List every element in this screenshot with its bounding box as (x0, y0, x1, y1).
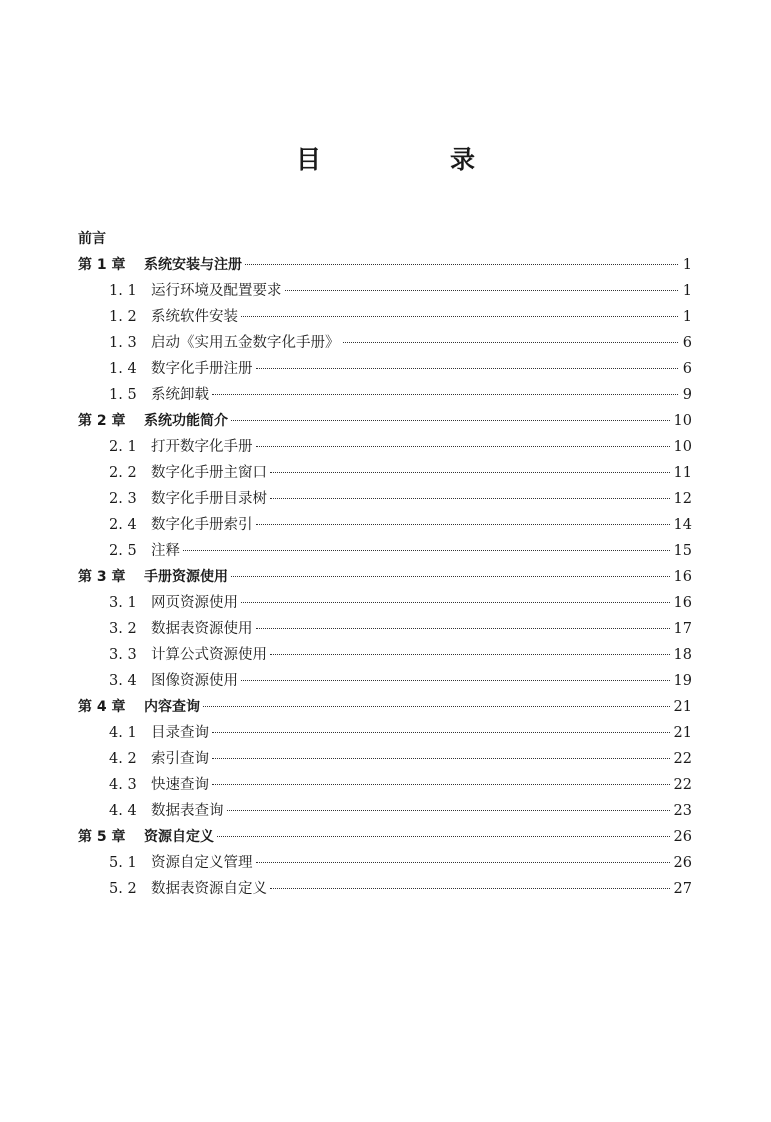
section-title: 注释 (151, 543, 180, 559)
page-number: 1 (682, 309, 692, 325)
section-number: 4. 2 (109, 751, 137, 767)
toc-chapter-entry[interactable] (78, 824, 692, 850)
page-number: 26 (673, 855, 692, 871)
toc-section-entry[interactable] (78, 330, 692, 356)
chapter-number: 第 3 章 (78, 569, 126, 585)
toc-section-entry[interactable] (78, 434, 692, 460)
section-number: 2. 4 (109, 517, 137, 533)
dot-leader (245, 264, 678, 265)
section-title: 数字化手册目录树 (151, 491, 267, 507)
section-title: 计算公式资源使用 (151, 647, 267, 663)
page-number: 15 (673, 543, 692, 559)
page-number: 6 (682, 335, 692, 351)
page-number: 11 (673, 465, 692, 481)
section-title: 快速查询 (151, 777, 209, 793)
toc-section-entry[interactable] (78, 590, 692, 616)
chapter-number: 第 5 章 (78, 829, 126, 845)
toc-section-entry[interactable] (78, 538, 692, 564)
dot-leader (183, 550, 670, 551)
section-number: 1. 4 (109, 361, 137, 377)
toc-chapter-entry[interactable] (78, 564, 692, 590)
dot-leader (212, 784, 670, 785)
section-title: 数据表资源使用 (151, 621, 253, 637)
dot-leader (241, 602, 670, 603)
dot-leader (212, 758, 670, 759)
section-title: 网页资源使用 (151, 595, 238, 611)
section-title: 资源自定义管理 (151, 855, 253, 871)
section-number: 2. 2 (109, 465, 137, 481)
toc-section-entry[interactable] (78, 356, 692, 382)
toc-section-entry[interactable] (78, 486, 692, 512)
section-title: 目录查询 (151, 725, 209, 741)
section-title: 索引查询 (151, 751, 209, 767)
page-number: 21 (673, 699, 692, 715)
toc-section-entry[interactable] (78, 278, 692, 304)
section-title: 打开数字化手册 (151, 439, 253, 455)
toc-chapter-entry[interactable] (78, 408, 692, 434)
page-number: 19 (673, 673, 692, 689)
section-number: 1. 2 (109, 309, 137, 325)
page-number: 1 (682, 283, 692, 299)
section-number: 2. 3 (109, 491, 137, 507)
section-number: 2. 5 (109, 543, 137, 559)
section-number: 4. 3 (109, 777, 137, 793)
toc-section-entry[interactable] (78, 642, 692, 668)
page-number: 1 (682, 257, 692, 273)
dot-leader (256, 368, 679, 369)
toc-section-entry[interactable] (78, 616, 692, 642)
dot-leader (241, 680, 670, 681)
dot-leader (270, 472, 670, 473)
chapter-title: 手册资源使用 (144, 569, 228, 585)
page-title: 目 录 (295, 145, 527, 174)
dot-leader (256, 446, 670, 447)
dot-leader (217, 836, 670, 837)
section-title: 系统软件安装 (151, 309, 238, 325)
section-number: 2. 1 (109, 439, 137, 455)
section-title: 数字化手册索引 (151, 517, 253, 533)
section-number: 5. 1 (109, 855, 137, 871)
section-number: 3. 3 (109, 647, 137, 663)
toc-section-entry[interactable] (78, 746, 692, 772)
dot-leader (343, 342, 679, 343)
page-number: 10 (673, 439, 692, 455)
section-number: 5. 2 (109, 881, 137, 897)
section-number: 1. 1 (109, 283, 137, 299)
toc-section-entry[interactable] (78, 460, 692, 486)
section-title: 系统卸载 (151, 387, 209, 403)
page-number: 27 (673, 881, 692, 897)
section-title: 数字化手册注册 (151, 361, 253, 377)
section-number: 3. 1 (109, 595, 137, 611)
dot-leader (256, 524, 670, 525)
dot-leader (212, 732, 670, 733)
dot-leader (285, 290, 679, 291)
section-title: 图像资源使用 (151, 673, 238, 689)
toc-section-entry[interactable] (78, 304, 692, 330)
section-number: 4. 4 (109, 803, 137, 819)
page-number: 9 (682, 387, 692, 403)
page-number: 12 (673, 491, 692, 507)
toc-section-entry[interactable] (78, 798, 692, 824)
section-number: 3. 2 (109, 621, 137, 637)
section-title: 启动《实用五金数字化手册》 (151, 335, 340, 351)
section-title: 运行环境及配置要求 (151, 283, 282, 299)
toc-section-entry[interactable] (78, 876, 692, 902)
page-number: 22 (673, 777, 692, 793)
page-number: 16 (673, 595, 692, 611)
chapter-title: 内容查询 (144, 699, 200, 715)
chapter-number: 第 2 章 (78, 413, 126, 429)
toc-section-entry[interactable] (78, 850, 692, 876)
section-title: 数字化手册主窗口 (151, 465, 267, 481)
toc-chapter-entry[interactable] (78, 694, 692, 720)
chapter-number: 第 4 章 (78, 699, 126, 715)
section-number: 1. 5 (109, 387, 137, 403)
dot-leader (270, 498, 670, 499)
toc-chapter-entry[interactable] (78, 252, 692, 278)
page-number: 22 (673, 751, 692, 767)
page-number: 10 (673, 413, 692, 429)
preface-entry[interactable]: 前言 (78, 231, 106, 247)
chapter-title: 系统功能简介 (144, 413, 228, 429)
dot-leader (270, 654, 670, 655)
section-number: 3. 4 (109, 673, 137, 689)
page-number: 23 (673, 803, 692, 819)
dot-leader (231, 576, 670, 577)
dot-leader (256, 862, 670, 863)
table-of-contents (78, 226, 692, 902)
page-number: 6 (682, 361, 692, 377)
chapter-title: 系统安装与注册 (144, 257, 242, 273)
toc-section-entry[interactable] (78, 668, 692, 694)
section-title: 数据表资源自定义 (151, 881, 267, 897)
toc-section-entry[interactable] (78, 382, 692, 408)
dot-leader (270, 888, 670, 889)
dot-leader (241, 316, 678, 317)
dot-leader (203, 706, 670, 707)
page-number: 17 (673, 621, 692, 637)
page-number: 18 (673, 647, 692, 663)
chapter-title: 资源自定义 (144, 829, 214, 845)
dot-leader (227, 810, 670, 811)
dot-leader (212, 394, 678, 395)
page-number: 26 (673, 829, 692, 845)
section-number: 1. 3 (109, 335, 137, 351)
page-number: 16 (673, 569, 692, 585)
dot-leader (256, 628, 670, 629)
toc-section-entry[interactable] (78, 512, 692, 538)
page-number: 14 (673, 517, 692, 533)
toc-section-entry[interactable] (78, 720, 692, 746)
section-title: 数据表查询 (151, 803, 224, 819)
page-number: 21 (673, 725, 692, 741)
dot-leader (231, 420, 670, 421)
toc-section-entry[interactable] (78, 772, 692, 798)
section-number: 4. 1 (109, 725, 137, 741)
chapter-number: 第 1 章 (78, 257, 126, 273)
